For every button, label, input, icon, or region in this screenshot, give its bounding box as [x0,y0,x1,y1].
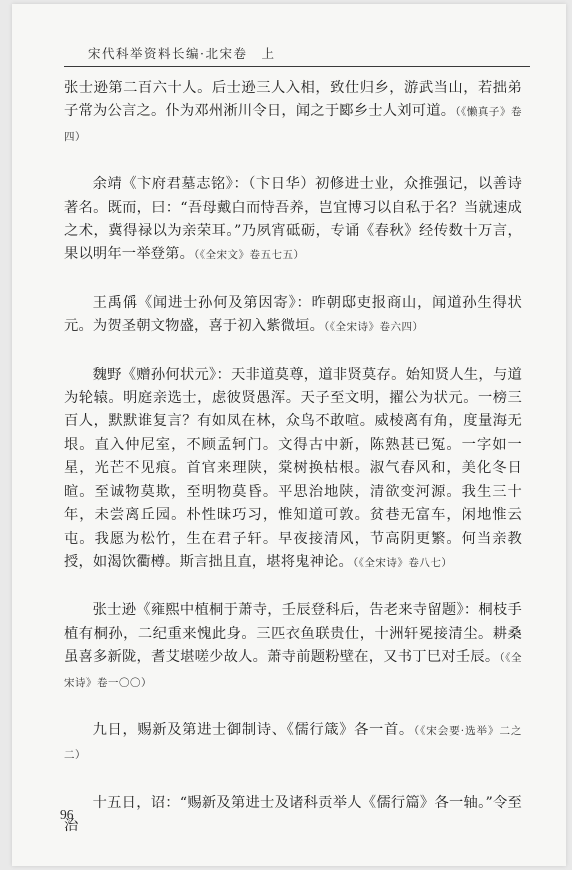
paragraph-2 [64,173,522,268]
header-rule [64,66,530,67]
page-body [64,77,522,864]
paragraph-5 [64,599,522,695]
paragraph-4 [64,364,522,576]
paragraph-text: 魏野《赠孙何状元》：天非道莫尊，道非贤莫存。始知贤人生，与道为轮辕。明庭亲选士，虑彼贤愚浑。天子至文明，擢公为状元。一榜三百人，默默谁复言？有如凤在林，众鸟不敢喧。威棱离有角，度量海无垠。直入仲尼室，不顾孟轲门。文得古中新，陈熟甚已冤。一字如一星，光芒不见痕。首官来理陕，棠树换枯根。淑气春风和，美化冬日暄。至诚物莫欺，至明物莫昏。平思治地陕，清欲变河源。我生三十年，未尝离丘园。朴性昧巧习，惟知道可敦。贫巷无富车，闲地惟云屯。我愿为松竹，生在君子轩。早夜接清风，节高阴更繁。何当亲教授，如渴饮衢樽。斯言拙且直，堪将鬼神论。 [64,366,522,570]
paragraph-text: 余靖《卞府君墓志铭》：（卞日华）初修进士业，众推强记，以善诗著名。既而，曰：“吾母戴白而恃吾养，岂宜博习以自私于名？当就速成之术，冀得禄以为亲荣耳。”乃夙宵砥砺，专诵《春秋》经传数十万言，果以明年一举登第。 [64,176,522,263]
paragraph-3 [64,292,522,340]
citation: （《全宋文》卷五七五） [194,249,305,262]
paragraph-text: 张士逊第二百六十人。后士逊三人入相，致仕归乡，游武当山，若拙弟子常为公言之。仆为邓州淅川令日，闻之于郾乡士人刘可道。 [64,80,522,120]
paragraph-text: 王禹偁《闻进士孙何及第因寄》：昨朝邸吏报商山，闻道孙生得状元。为贺圣朝文物盛，喜于初入紫微垣。 [64,294,522,335]
paragraph-7 [64,792,522,840]
paragraph-text: 九日，赐新及第进士御制诗、《儒行箴》各一首。 [92,721,414,738]
paragraph-text: 十五日，诏：“赐新及第进士及诸科贡举人《儒行篇》各一轴。”令至治 [64,794,522,835]
page-number: 96 [60,807,74,822]
paragraph-6 [64,719,522,768]
citation: （《全宋诗》卷一〇〇） [64,652,523,689]
paragraph-text: 张士逊《雍熙中植桐于萧寺，壬辰登科后，告老来寺留题》：桐枝手植有桐孙，二纪重来愧此身。三匹衣鱼联贵仕，十洲轩冕接清尘。耕桑虽喜多新陇，耆艾堪嗟少故人。萧寺前题粉壁在，又书丁巳对壬辰。 [64,602,522,666]
paragraph-1 [64,77,522,149]
citation: （《全宋诗》卷八七） [352,556,453,569]
book-page [12,4,566,866]
citation: （《全宋诗》卷六四） [324,321,424,334]
citation: （《宋会要·选举》二之二） [64,724,522,762]
running-head: 宋代科举资料长编·北宋卷 上 [88,46,276,61]
citation: （《懒真子》卷四） [64,106,522,143]
